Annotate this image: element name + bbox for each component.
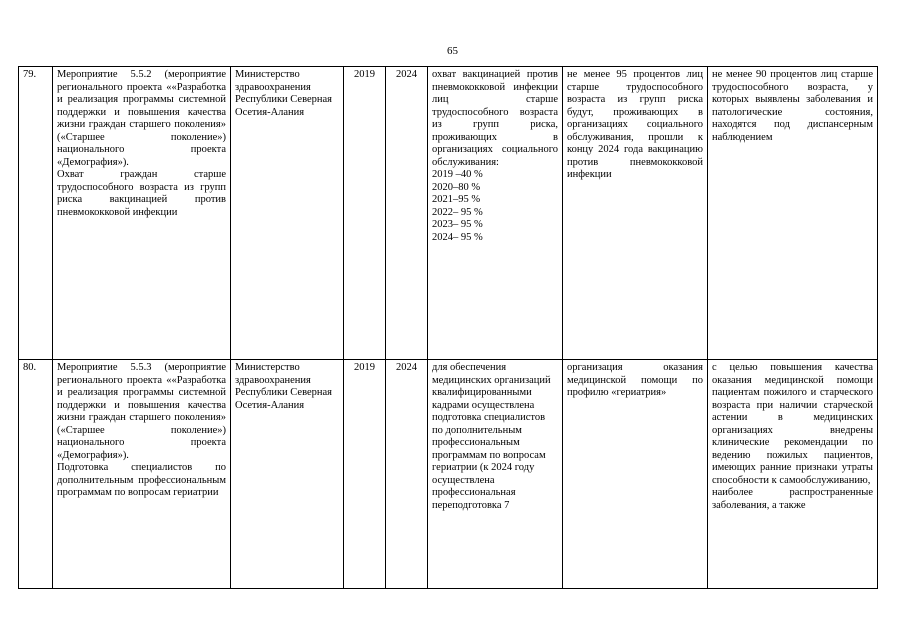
measures-table [18, 66, 878, 589]
result-cell: не менее 95 процентов лиц старше трудоспособного возраста из групп риска будут, проживающих в организациях социального обслуживания, прошли к концу 2024 года вакцинацию против пневмококковой инфекции [563, 67, 708, 360]
effect-cell: не менее 90 процентов лиц старше трудоспособного возраста, у которых выявлены заболевания и патологические состояния, находятся под диспансерным наблюдением [708, 67, 878, 360]
result-cell: организация оказания медицинской помощи по профилю «гериатрия» [563, 360, 708, 589]
indicator-cell: для обеспечения медицинских организаций квалифицированными кадрами осуществлена подготовка специалистов по дополнительным профессиональным программам по вопросам гериатрии (к 2024 году осуществлена профессиональная переподготовка 7 [428, 360, 563, 589]
table-row [19, 67, 878, 360]
event-cell: Мероприятие 5.5.2 (мероприятие регионального проекта ««Разработка и реализация программы системной поддержки и повышения качества жизни граждан старшего поколения» («Старшее поколение») национального проекта «Демография»). Охват граждан старше трудоспособного возраста из групп риска вакцинацией против пневмококковой инфекции [53, 67, 231, 360]
event-cell: Мероприятие 5.5.3 (мероприятие регионального проекта ««Разработка и реализация программы системной поддержки и повышения качества жизни граждан старшего поколения» («Старшее поколение») национального проекта «Демография»). Подготовка специалистов по дополнительным профессиональным программам по вопросам гериатрии [53, 360, 231, 589]
start-year-cell: 2019 [344, 67, 386, 360]
start-year-cell: 2019 [344, 360, 386, 589]
end-year-cell: 2024 [386, 360, 428, 589]
ministry-cell: Министерство здравоохранения Республики Северная Осетия-Алания [231, 360, 344, 589]
indicator-cell: охват вакцинацией против пневмококковой инфекции лиц старше трудоспособного возраста из групп риска, проживающих в организациях социального обслуживания: 2019 –40 % 2020–80 % 2021–95 % 2022– 95 % 2023– 95 % 2024– 95 % [428, 67, 563, 360]
row-number: 80. [19, 360, 53, 589]
effect-cell: с целью повышения качества оказания медицинской помощи пациентам пожилого и старческого возраста при наличии старческой астении в медицинских организациях внедрены клинические рекомендации по ведению пожилых пациентов, имеющих ранние признаки утраты способности к самообслуживанию, наиболее распространенные заболевания, а также [708, 360, 878, 589]
ministry-cell: Министерство здравоохранения Республики Северная Осетия-Алания [231, 67, 344, 360]
page-number: 65 [447, 45, 458, 57]
table-row [19, 360, 878, 589]
end-year-cell: 2024 [386, 67, 428, 360]
row-number: 79. [19, 67, 53, 360]
